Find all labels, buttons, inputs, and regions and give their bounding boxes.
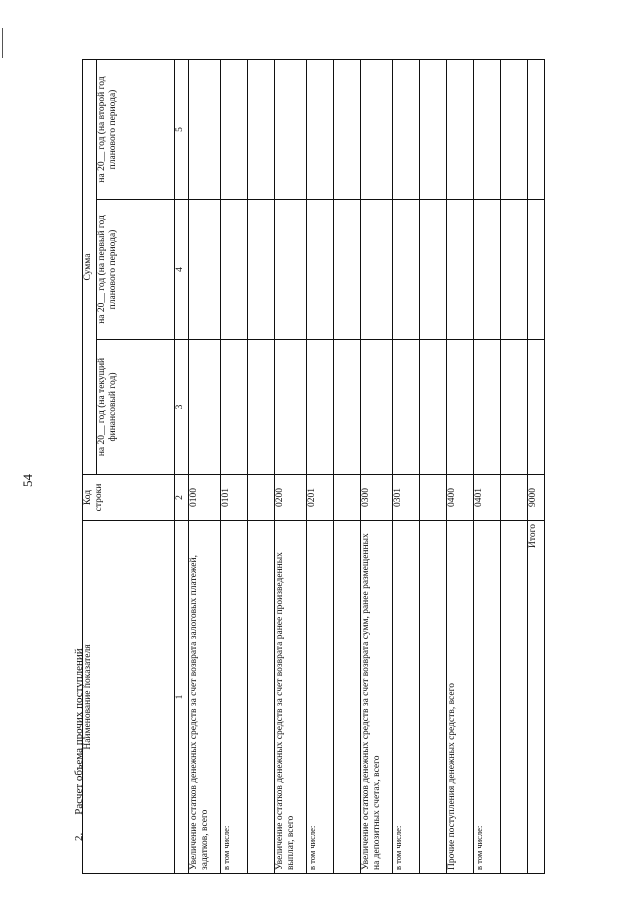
table-row: [248, 59, 275, 873]
value-cell: [420, 340, 447, 475]
value-cell: [334, 59, 361, 199]
value-cell: [189, 200, 221, 340]
value-cell: [189, 59, 221, 199]
table-row: [334, 59, 361, 873]
value-cell: [275, 59, 307, 199]
row-label: Увеличение остатков денежных средств за счет возврата сумм, ранее размещенных на депозитных счетах, всего: [361, 521, 393, 874]
value-cell: [393, 340, 420, 475]
value-cell: [361, 59, 393, 199]
value-cell: [528, 340, 545, 475]
income-calculation-table: [82, 59, 545, 874]
value-cell: [528, 200, 545, 340]
section-title: Расчет объема прочих поступлений: [73, 648, 85, 815]
table-row: [420, 59, 447, 873]
total-row: [528, 59, 545, 873]
value-cell: [474, 340, 501, 475]
row-label: в том числе:: [221, 521, 248, 874]
column-number: 5: [175, 59, 189, 199]
value-cell: [334, 200, 361, 340]
header-year-current: на 20__ год (на текущий финансовый год): [97, 340, 175, 475]
value-cell: [275, 200, 307, 340]
value-cell: [393, 200, 420, 340]
value-cell: [221, 59, 248, 199]
row-label: в том числе:: [474, 521, 501, 874]
value-cell: [275, 340, 307, 475]
value-cell: [334, 340, 361, 475]
value-cell: [393, 59, 420, 199]
table-row: [221, 59, 248, 873]
table-row: [501, 59, 528, 873]
value-cell: [528, 59, 545, 199]
row-label: [501, 521, 528, 874]
total-code: 9000: [528, 475, 545, 521]
table-row: [474, 59, 501, 873]
value-cell: [307, 340, 334, 475]
total-label: Итого: [528, 521, 545, 874]
row-label: Увеличение остатков денежных средств за счет возврата залоговых платежей, задатков, всего: [189, 521, 221, 874]
row-code: [420, 475, 447, 521]
table-row: [393, 59, 420, 873]
value-cell: [248, 200, 275, 340]
row-code: 0100: [189, 475, 221, 521]
row-code: [501, 475, 528, 521]
value-cell: [420, 200, 447, 340]
value-cell: [501, 200, 528, 340]
value-cell: [447, 340, 474, 475]
value-cell: [474, 59, 501, 199]
row-label: в том числе:: [393, 521, 420, 874]
table-row: [189, 59, 221, 873]
row-code: [248, 475, 275, 521]
section-number: 2.: [73, 832, 85, 841]
value-cell: [248, 340, 275, 475]
row-label: [248, 521, 275, 874]
row-label: Увеличение остатков денежных средств за счет возврата ранее произведенных выплат, всего: [275, 521, 307, 874]
value-cell: [307, 200, 334, 340]
table-row: [275, 59, 307, 873]
row-label: [420, 521, 447, 874]
row-code: 0201: [307, 475, 334, 521]
value-cell: [248, 59, 275, 199]
value-cell: [447, 200, 474, 340]
row-code: 0300: [361, 475, 393, 521]
column-number: 2: [175, 475, 189, 521]
row-label: Прочие поступления денежных средств, всего: [447, 521, 474, 874]
value-cell: [361, 340, 393, 475]
row-code: 0400: [447, 475, 474, 521]
value-cell: [420, 59, 447, 199]
header-name: Наименование показателя: [83, 521, 175, 874]
value-cell: [501, 340, 528, 475]
table-row: [447, 59, 474, 873]
table-row: [361, 59, 393, 873]
page-number: 54: [20, 474, 35, 487]
row-label: в том числе:: [307, 521, 334, 874]
row-code: 0200: [275, 475, 307, 521]
header-code: Код строки: [83, 475, 175, 521]
value-cell: [361, 200, 393, 340]
row-label: [334, 521, 361, 874]
value-cell: [447, 59, 474, 199]
value-cell: [221, 340, 248, 475]
row-code: [334, 475, 361, 521]
column-number: 1: [175, 521, 189, 874]
value-cell: [474, 200, 501, 340]
table-row: [307, 59, 334, 873]
header-sum: Сумма: [83, 59, 97, 474]
column-number: 4: [175, 200, 189, 340]
value-cell: [189, 340, 221, 475]
row-code: 0301: [393, 475, 420, 521]
header-year-first: на 20__ год (на первый год планового периода): [97, 200, 175, 340]
column-number: 3: [175, 340, 189, 475]
value-cell: [221, 200, 248, 340]
value-cell: [307, 59, 334, 199]
value-cell: [501, 59, 528, 199]
header-year-second: на 20__ год (на второй год планового периода): [97, 59, 175, 199]
row-code: 0401: [474, 475, 501, 521]
row-code: 0101: [221, 475, 248, 521]
